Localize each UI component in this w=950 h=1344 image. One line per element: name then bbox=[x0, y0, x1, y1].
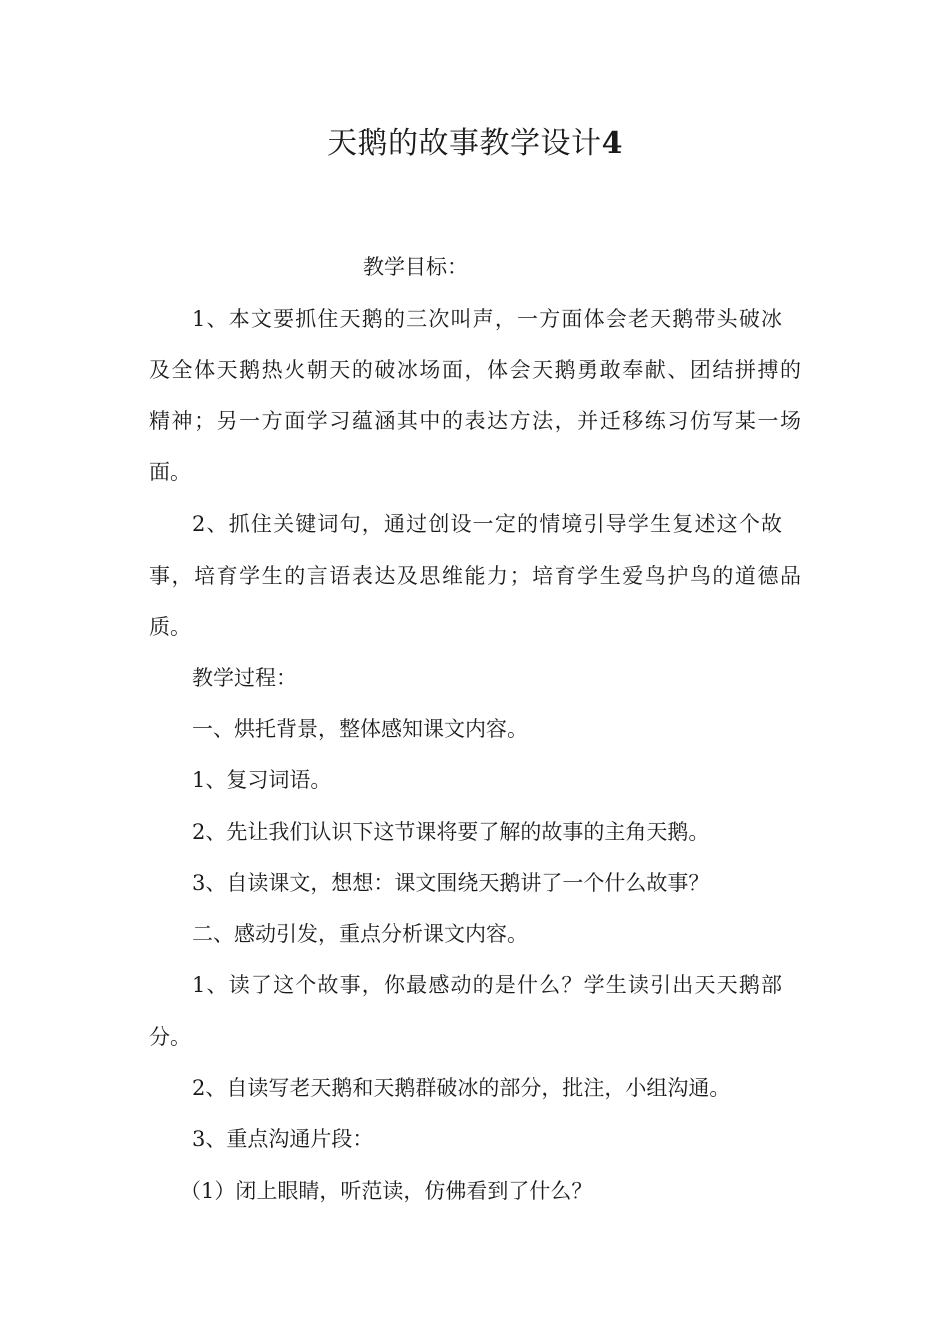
title-text: 天鹅的故事教学设计 bbox=[327, 126, 602, 161]
list-item: 2、先让我们认识下这节课将要了解的故事的主角天鹅。 bbox=[192, 820, 710, 844]
paragraph-line: 精神；另一方面学习蕴涵其中的表达方法，并迁移练习仿写某一场 bbox=[149, 409, 801, 433]
section-heading-objectives: 教学目标： bbox=[363, 255, 468, 279]
document-title bbox=[0, 122, 950, 166]
list-item: 1、复习词语。 bbox=[192, 768, 332, 792]
part-2-heading: 二、感动引发，重点分析课文内容。 bbox=[192, 922, 528, 946]
paragraph-line: 2、抓住关键词句，通过创设一定的情境引导学生复述这个故 bbox=[192, 512, 782, 536]
sub-list-item: （1）闭上眼睛，听范读，仿佛看到了什么？ bbox=[180, 1179, 593, 1203]
list-item: 1、读了这个故事，你最感动的是什么？学生读引出天天鹅部 bbox=[192, 973, 782, 997]
paragraph-line: 面。 bbox=[149, 460, 191, 484]
list-item: 3、自读课文，想想：课文围绕天鹅讲了一个什么故事？ bbox=[192, 871, 710, 895]
list-item: 2、自读写老天鹅和天鹅群破冰的部分，批注，小组沟通。 bbox=[192, 1076, 731, 1100]
title-number: 4 bbox=[601, 126, 623, 161]
part-1-heading: 一、烘托背景，整体感知课文内容。 bbox=[192, 717, 528, 741]
paragraph-line: 质。 bbox=[149, 615, 191, 639]
paragraph-line: 及全体天鹅热火朝天的破冰场面，体会天鹅勇敢奉献、团结拼搏的 bbox=[149, 358, 801, 382]
paragraph-line: 事，培育学生的言语表达及思维能力；培育学生爱鸟护鸟的道德品 bbox=[149, 564, 801, 588]
section-heading-process: 教学过程： bbox=[192, 666, 297, 690]
list-item-continuation: 分。 bbox=[149, 1025, 191, 1049]
list-item: 3、重点沟通片段： bbox=[192, 1127, 374, 1151]
paragraph-line: 1、本文要抓住天鹅的三次叫声，一方面体会老天鹅带头破冰 bbox=[192, 307, 782, 331]
